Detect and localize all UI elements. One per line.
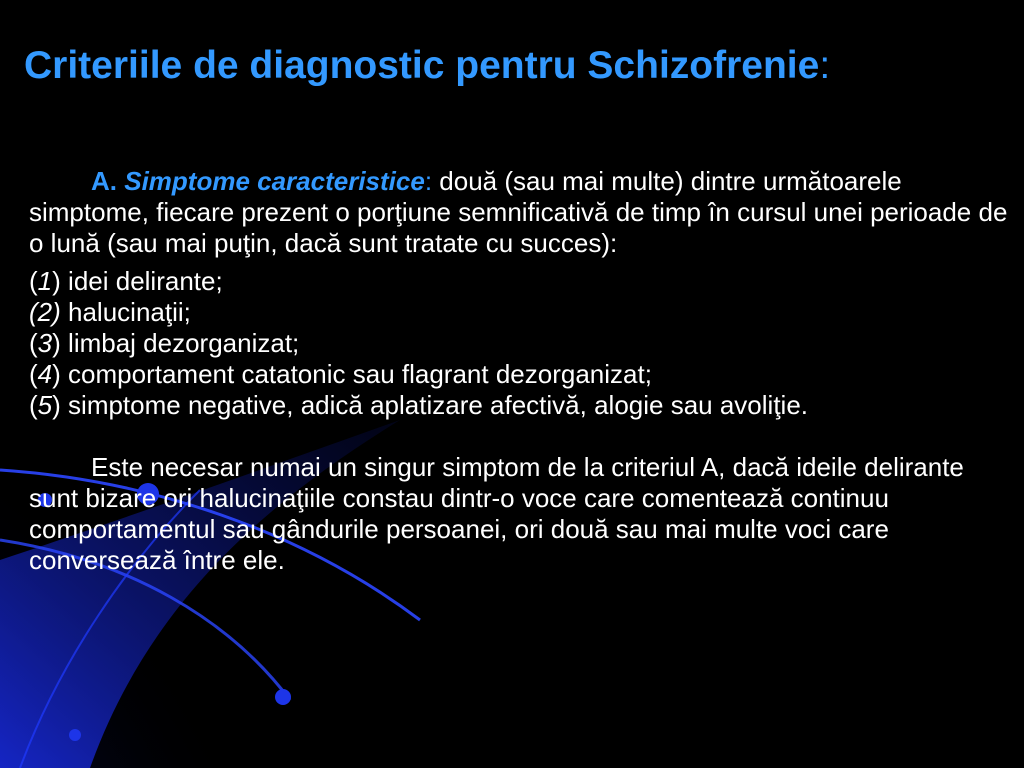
list-item	[29, 266, 1014, 297]
item-paren-open: (	[29, 390, 38, 420]
item-text: simptome negative, adică aplatizare afectivă, alogie sau avoliţie.	[60, 390, 809, 420]
criterion-a-letter: A.	[91, 166, 117, 196]
criterion-a-colon: :	[424, 166, 433, 196]
item-paren-close: )	[52, 266, 61, 296]
item-text: idei delirante;	[60, 266, 223, 296]
list-item	[29, 328, 1014, 359]
item-paren-open: (	[29, 359, 38, 389]
criterion-a-text: două (sau mai multe) dintre următoarele simptome, fiecare prezent o porţiune semnificativă de timp în cursul unei perioade de o lună (sau mai puţin, dacă sunt tratate cu succes):	[29, 166, 1008, 258]
slide-body	[29, 166, 1014, 576]
item-paren-close: )	[52, 359, 61, 389]
item-number: (2)	[29, 297, 61, 327]
item-text: limbaj dezorganizat;	[60, 328, 300, 358]
criterion-a-heading	[91, 166, 425, 196]
slide-title-text: Criteriile de diagnostic pentru Schizofrenie	[24, 44, 820, 87]
item-number: 3	[37, 328, 53, 358]
item-paren-open: (	[29, 266, 38, 296]
slide-title-colon: :	[819, 44, 831, 87]
list-item	[29, 390, 1014, 421]
item-paren-close: )	[52, 390, 61, 420]
dot	[69, 729, 81, 741]
item-number: 4	[37, 359, 53, 389]
dot	[275, 689, 291, 705]
list-item	[29, 297, 1014, 328]
item-text: halucinaţii;	[60, 297, 191, 327]
item-paren-open: (	[29, 328, 38, 358]
item-text: comportament catatonic sau flagrant dezorganizat;	[60, 359, 652, 389]
item-number: 5	[37, 390, 53, 420]
item-number: 1	[37, 266, 53, 296]
criterion-a-name: Simptome caracteristice	[124, 166, 425, 196]
list-item	[29, 359, 1014, 390]
item-paren-close: )	[52, 328, 61, 358]
criterion-a-paragraph	[29, 166, 1014, 259]
slide-title	[24, 42, 830, 90]
symptom-list	[29, 266, 1014, 421]
note-paragraph: Este necesar numai un singur simptom de la criteriul A, dacă ideile delirante sunt bizare ori halucinaţiile constau dintr-o voce care comentează continuu comportamentul sau gândurile persoanei, ori două sau mai multe voci care conversează între ele.	[29, 452, 964, 575]
